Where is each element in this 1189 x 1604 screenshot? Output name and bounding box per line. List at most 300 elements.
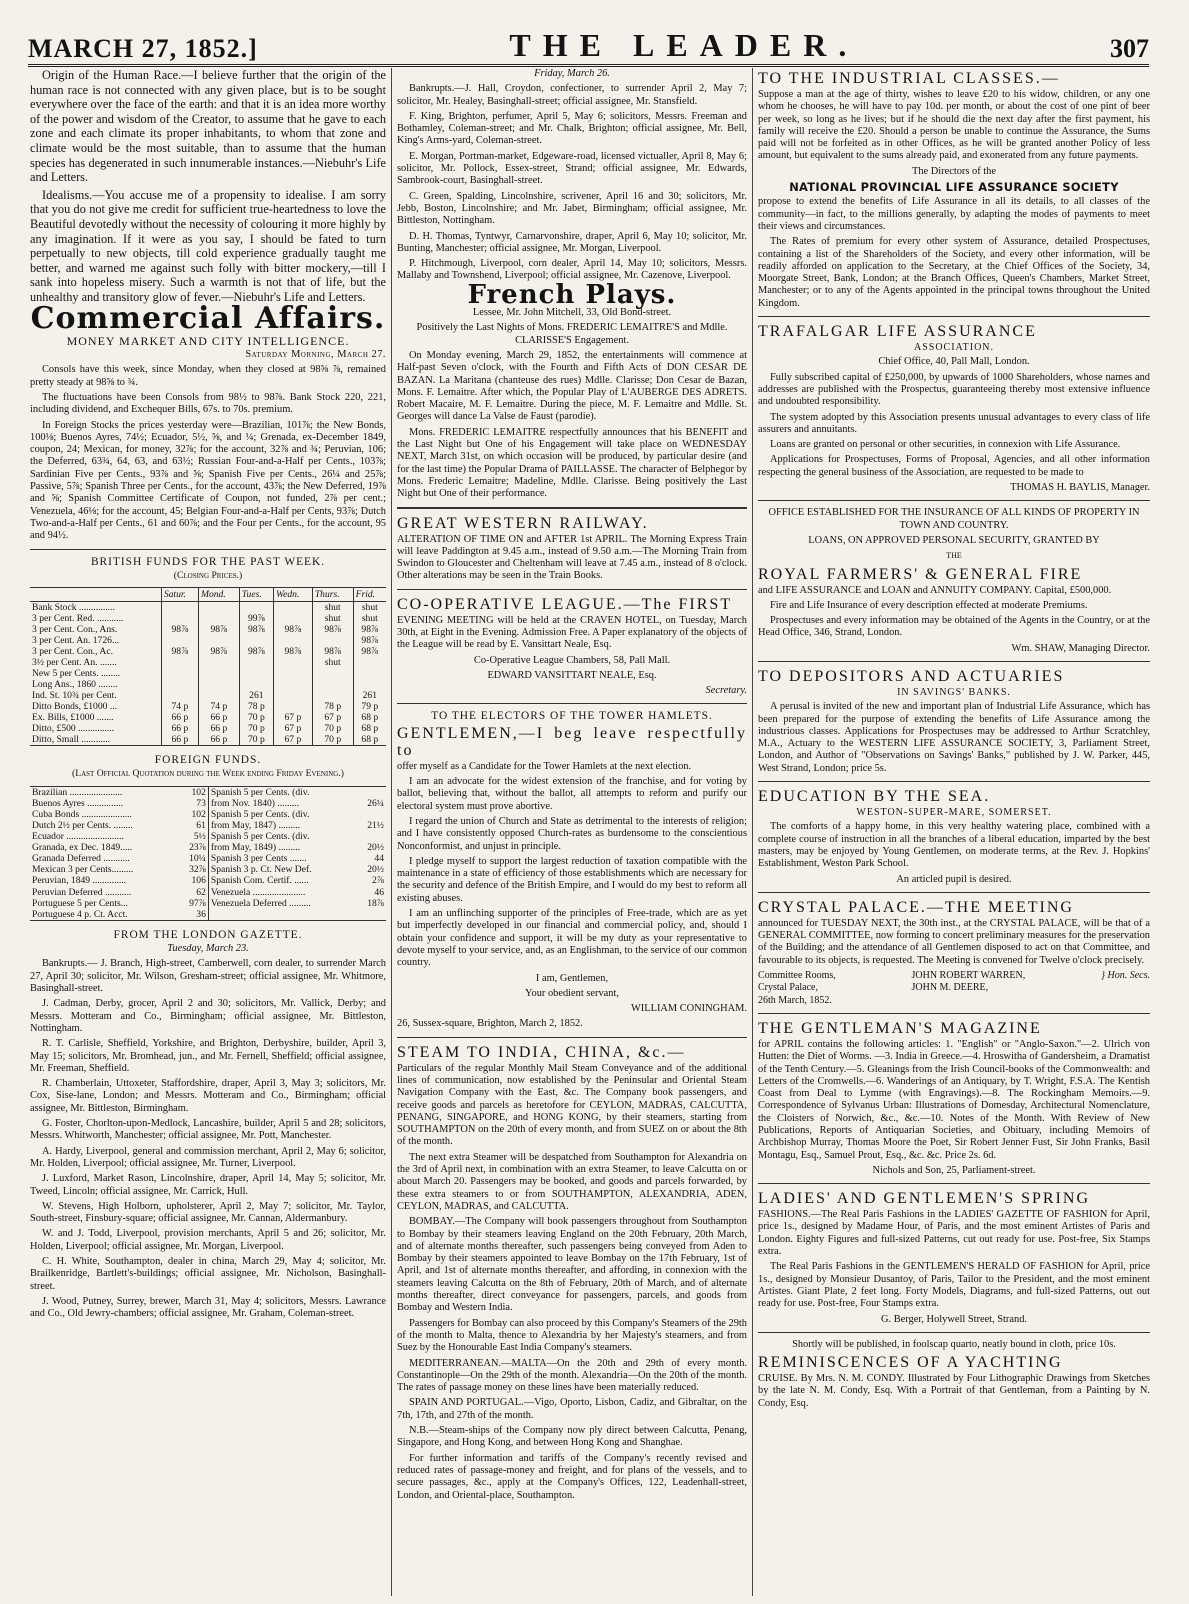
divider [758, 661, 1150, 662]
fund-price: 261 [239, 690, 273, 701]
british-funds-col-header: Mond. [198, 588, 239, 602]
fund-price: 70 p [239, 723, 273, 734]
fund-name: New 5 per Cents. ........ [32, 668, 121, 680]
trafalgar-paragraph: Loans are granted on personal or other securities, in connexion with Life Assurance. [770, 439, 1121, 451]
table-row [30, 701, 386, 712]
fund-name: Cuba Bonds ..................... [32, 808, 132, 820]
gazette-entry: J. Luxford, Market Rason, Lincolnshire, draper, April 14, May 5; solicitor, Mr. Tweed, Lincoln; official assignee, Mr. Carrick, Hull. [30, 1173, 386, 1197]
table-row [30, 809, 386, 820]
steam-paragraph: Particulars of the regular Monthly Mail Steam Conveyance and of the additional lines of communication, now established by the Peninsular and Oriental Steam Navigation Company with the East, &c. The Company book passengers, and receive goods and parcels as heretofore for CEYLON, MADRAS, CALCUTTA, PENANG, SINGAPORE, and HONG KONG, by their steamers, starting from SOUTHAMPTON on the 20th of every month, and from SUEZ on or about the 8th of the month. [397, 1062, 747, 1148]
steam-paragraph: Passengers for Bombay can also proceed by this Company's Steamers of the 29th of the month to Malta, thence to Alexandria by her Majesty's steamers, and from Suez by the Honourable East India Company's steamers. [397, 1317, 747, 1354]
friday-heading: Friday, March 26. [534, 68, 610, 79]
divider [758, 316, 1150, 317]
british-funds-col-header: Frid. [353, 588, 386, 602]
fund-price [161, 668, 198, 679]
fund-price [312, 679, 353, 690]
fund-name: Buenos Ayres ............... [32, 797, 124, 809]
fund-name: Ecuador ........................ [32, 831, 124, 843]
gwr-title [397, 515, 747, 532]
fund-price: 26¼ [367, 797, 384, 809]
gazette-entry: R. Chamberlain, Uttoxeter, Staffordshire, draper, April 3, May 3; solicitors, Mr. Cox, Sise-lane, London; and Messrs. Motteram and Co., Birmingham; official assignee, Mr. Bittleston, Birmingham. [30, 1078, 386, 1114]
fund-price: 98⅞ [161, 624, 198, 635]
fund-price [161, 613, 198, 624]
fund-price [357, 786, 386, 798]
depositors-title [758, 668, 1150, 685]
office-heading: OFFICE ESTABLISHED FOR THE INSURANCE OF ALL KINDS OF PROPERTY IN TOWN AND COUNTRY. [768, 507, 1140, 531]
table-row [30, 723, 386, 734]
fund-price: 44 [374, 853, 384, 865]
fund-price [161, 657, 198, 668]
fund-name: 3 per Cent. An. 1726... [32, 635, 120, 647]
fund-price [312, 635, 353, 646]
fund-price: 32⅞ [178, 864, 208, 875]
coop-title-text: CO-OPERATIVE LEAGUE.—The FIRST [397, 595, 733, 613]
fund-name: Ditto, £500 ............... [32, 723, 115, 735]
steam-paragraph: SPAIN AND PORTUGAL.—Vigo, Oporto, Lisbon, Cadiz, and Gibraltar, on the 7th, 17th, and 27th of the month. [397, 1397, 747, 1421]
crystal-title [758, 899, 1150, 916]
industrial-title-text: TO THE INDUSTRIAL CLASSES.— [758, 70, 1060, 87]
fund-price [239, 602, 273, 614]
fund-price: 98⅞ [273, 646, 312, 657]
french-paragraph: On Monday evening, March 29, 1852, the entertainments will commence at Half-past Seven o'clock, with the Fourth and Fifth Acts of DON CESAR DE BAZAN. La Maritana (chanteuse des rues) Mdlle. Clarisse; Don Cesar de Bazan, Mons. F. Lemaitre. After which, the Popular Play of L'AUBERGE DES ADRETS. Robert Macaire, M. F. Lemaitre. During the piece, M. F. Lemaitre and Mdlle. St. Georges will dance La Valse de Faust (parodie). [397, 349, 747, 423]
gazette-entry: F. King, Brighton, perfumer, April 5, May 6; solicitors, Messrs. Freeman and Bothamley, Coleman-street; and Mr. Chalk, Brighton; official assignee, Mr. Bell, King's Arms-yard, Coleman-street. [397, 110, 747, 147]
steam-paragraph: The next extra Steamer will be despatched from Southampton for Alexandria on the 3rd of April next, in combination with an extra Steamer, to leave Calcutta on or about March 20. Passengers may be booked, and goods and parcels forwarded, by these extra steamers to or from SOUTHAMPTON, ALEXANDRIA, ADEN, CEYLON, MADRAS, and CALCUTTA. [397, 1151, 747, 1212]
fund-price: 70 p [239, 734, 273, 746]
fund-name: Brazilian ...................... [32, 786, 123, 798]
fund-price [312, 690, 353, 701]
shortly-notice: Shortly will be published, in foolscap quarto, neatly bound in cloth, price 10s. [792, 1338, 1116, 1350]
tower-paragraph: I am an advocate for the widest extension of the franchise, and for voting by ballot, believing that, without the ballot, all attempts to reform and purify our electoral system must prove abortive. [397, 776, 747, 812]
fund-name: Ditto Bonds, £1000 ... [32, 701, 118, 713]
table-row [30, 853, 386, 864]
column-rule-2 [752, 68, 753, 1596]
fund-price: 66 p [161, 734, 198, 746]
divider [30, 549, 386, 550]
divider [397, 1037, 747, 1038]
fund-price: 10¼ [178, 853, 208, 864]
table-row [30, 842, 386, 853]
crystal-place [758, 970, 836, 1007]
fund-price: 98⅞ [353, 635, 386, 646]
fund-price: 99⅞ [239, 613, 273, 624]
fund-price: 98⅞ [198, 646, 239, 657]
british-funds-subheading: (Closing Prices.) [173, 569, 243, 581]
fund-price: 102 [178, 809, 208, 820]
ladies-paragraph: FASHIONS.—The Real Paris Fashions in the LADIES' GAZETTE OF FASHION for April, price 1s., designed by Madame Hour, of Paris, and the most eminent Artistes of Paris and London. Eighty Figures and full-sized Patterns, cut out ready for use. Post-free, Six Stamps extra. [758, 1209, 1150, 1258]
industrial-title [758, 70, 1150, 87]
gazette-entry: G. Foster, Chorlton-upon-Medlock, Lancashire, builder, April 5 and 28; solicitors, Messrs. Whitworth, Manchester; official assignee, Mr. Pott, Manchester. [30, 1118, 386, 1142]
gwr-title-text: GREAT WESTERN RAILWAY. [397, 514, 649, 532]
royal-title [758, 566, 1150, 583]
fund-price [198, 690, 239, 701]
tower-title-text: GENTLEMEN,—I beg leave respectfully to [397, 724, 747, 759]
fund-price: 102 [178, 786, 208, 798]
fund-price: shut [353, 613, 386, 624]
ladies-title [758, 1190, 1150, 1207]
fund-price: 78 p [312, 701, 353, 712]
fund-name: Bank Stock ............... [32, 602, 115, 614]
money-paragraph: The fluctuations have been Consols from 98½ to 98⅞. Bank Stock 220, 221, including dividend, and Exchequer Bills, 67s. to 70s. premium. [30, 391, 386, 416]
fund-price [161, 679, 198, 690]
crystal-role: } Hon. Secs. [1100, 970, 1150, 982]
fund-price: 36 [178, 909, 208, 921]
divider [397, 507, 747, 509]
fund-price [198, 679, 239, 690]
trafalgar-title [758, 323, 1150, 340]
money-dateline: Saturday Morning, March 27. [245, 349, 386, 361]
fund-price [273, 613, 312, 624]
table-row [30, 734, 386, 746]
fund-price: 66 p [198, 723, 239, 734]
french-paragraph: Mons. FREDERIC LEMAITRE respectfully announces that his BENEFIT and the Last Night but One of his Engagement will take place on WEDNESDAY NEXT, March 31st, on which occasion will be produced, by particular desire (and for the last time) the Popular Drama of PAILLASSE. The character of Belphegor by Mons. Frederic Lemaitre; Madeline, Mdlle. Clarisse. Being positively the Last Night but One of their performance. [397, 426, 747, 500]
fund-price [239, 657, 273, 668]
fund-price: 68 p [353, 712, 386, 723]
gazette-entry: D. H. Thomas, Tyntwyr, Carnarvonshire, draper, April 6, May 10; solicitor, Mr. Bunting, Manchester; official assignee, Mr. Morgan, Liverpool. [397, 230, 747, 254]
royal-paragraph: Fire and Life Insurance of every description effected at moderate Premiums. [770, 599, 1088, 611]
royal-sign: Wm. SHAW, Managing Director. [1011, 642, 1150, 654]
fund-name: Peruvian Deferred ........... [32, 886, 132, 898]
fund-price [273, 668, 312, 679]
gazette-entry: J. Cadman, Derby, grocer, April 2 and 30; solicitors, Mr. Vallick, Derby; and Messrs. Motteram and Co., Birmingham; official assignee, Mr. Bittleston, Nottingham. [30, 998, 386, 1034]
fund-name: Dutch 2½ per Cents. ........ [32, 820, 133, 832]
crystal-title-text: CRYSTAL PALACE.—THE MEETING [758, 898, 1074, 916]
gazette-list [30, 958, 386, 1320]
crystal-signature [758, 970, 1150, 1007]
fund-price [198, 668, 239, 679]
table-row [30, 798, 386, 809]
gazette-entry: C. H. White, Southampton, dealer in china, March 29, May 4; solicitor, Mr. Brailkenridge, Bartlett's-buildings; official assignee, Mr. Nicholson, Basinghall-street. [30, 1255, 386, 1292]
fund-name: Ex. Bills, £1000 ....... [32, 712, 114, 724]
education-title [758, 788, 1150, 805]
fund-price: 79 p [353, 701, 386, 712]
education-body: The comforts of a happy home, in this very healthy watering place, combined with a complete course of instruction in all the branches of a liberal education, imparted by the best masters, may be enjoyed by Young Gentlemen, on moderate terms, at the Rev. J. Hopkins' Establishment, Weston Park School. [758, 821, 1150, 870]
crystal-names [912, 970, 1026, 1007]
fund-price: 73 [178, 798, 208, 809]
table-row [30, 635, 386, 646]
tower-paragraph: I am an unflinching supporter of the principles of Free-trade, which are as yet but imperfectly developed in our financial and commercial policy, and, should I obtain your confidence and support, it will be my duty as your representative to devote myself to your service, and, as an Englishman, to the service of our common country. [397, 908, 747, 969]
origin-paragraph: Origin of the Human Race.—I believe further that the origin of the human race is not connected with any given place, but is to be sought everywhere over the face of the earth: and that it is an idea more worthy of the power and wisdom of the Creator, to assume that he gave to each zone and each climate its proper inhabitants, to whom that zone and climate would be the most suitable, than to assume that the human species has degenerated in such innumerable instances.—Niebuhr's Life and Letters. [30, 68, 386, 185]
industrial-directors: The Directors of the [912, 165, 996, 177]
reminiscences-title-text: REMINISCENCES OF A YACHTING [758, 1354, 1063, 1372]
gazette-entry: P. Hitchmough, Liverpool, corn dealer, April 14, May 10; solicitors, Messrs. Mallaby and Townshend, Liverpool; official assignee, Mr. Cazenove, Liverpool. [397, 258, 747, 282]
fund-price: 66 p [161, 723, 198, 734]
fund-price: 67 p [312, 712, 353, 723]
fund-price: 98⅞ [239, 646, 273, 657]
divider [758, 1183, 1150, 1184]
reminiscences-body: CRUISE. By Mrs. N. M. CONDY. Illustrated by Four Lithographic Drawings from Sketches by the late N. M. Condy, Esq. With a Portrait of that Gentleman, from a Painting by N. Condy, Esq. [758, 1373, 1150, 1409]
fund-price [357, 809, 386, 820]
steam-title-text: STEAM TO INDIA, CHINA, &c.— [397, 1043, 686, 1061]
table-row [30, 646, 386, 657]
table-row [30, 690, 386, 701]
fund-price [273, 602, 312, 614]
fund-name: Portuguese 5 per Cents... [32, 897, 128, 909]
money-paragraph: In Foreign Stocks the prices yesterday were—Brazilian, 101⅞; the New Bonds, 100⅛; Buenos Ayres, 74½; Ecuador, 5½, ⅝, and ¼; Grenada, ex-December 1849, coupon, 24; Mexican, for money, 32⅞; for the account, 32⅞ and ¾; Peruvian, 106; the Deferred, 63¾, 64, 63, and 63½; Russian Four-and-a-Half per Cents., 103⅞; Sardinian Five per Cents., 93⅞ and ⅝; Spanish Five per Cents., 26¼ and 25⅞; Passive, 5⅞; Spanish Three per Cents., for the account, 43⅞; the New Deferred, 19⅞ and ⅝; Spanish Committee Certificate of Coupon, not funded, 2⅞ per cent.; Venezuela, 46⅛; for the account, 45; Belgian Four-and-a-Half per Cents, 93⅞; Dutch Two-and-a-Half per Cents., 61 and 60⅞; and the Four per Cents., for the account, 95 and 94½. [30, 419, 386, 542]
fund-price: 66 p [161, 712, 198, 723]
column-2 [397, 68, 747, 1596]
coop-role: Secretary. [705, 685, 747, 697]
table-row [30, 657, 386, 668]
crystal-place-line: Committee Rooms, [758, 970, 836, 982]
column-1 [30, 68, 386, 1596]
fund-price [239, 679, 273, 690]
table-row [30, 875, 386, 886]
divider [397, 703, 747, 704]
depositors-body: A perusal is invited of the new and important plan of Industrial Life Assurance, which has been prepared for the purpose of extending the benefits of Life Assurance among the industrious classes. Applications for Prospectuses may be addressed to Arthur Scratchley, M.A., Actuary to the WESTERN LIFE ASSURANCE SOCIETY, 3, Parliament Street, London, and Author of "Observations on Savings' Banks," published by J. W. Parker, 445, West Strand, London; price 5s. [758, 701, 1150, 774]
gazette-entry: W. Stevens, High Holborn, upholsterer, April 2, May 7; solicitor, Mr. Taylor, South-street, Finsbury-square; official assignee, Mr. Cannan, Aldermanbury. [30, 1200, 386, 1225]
fund-price: 68 p [353, 723, 386, 734]
fund-price: 46 [374, 886, 384, 898]
fund-price [357, 909, 386, 921]
gentlemans-title-text: THE GENTLEMAN'S MAGAZINE [758, 1019, 1042, 1037]
fund-price: 98⅞ [353, 646, 386, 657]
fund-price [357, 831, 386, 842]
fund-price [273, 679, 312, 690]
fund-name: Mexican 3 per Cents......... [32, 864, 134, 876]
tower-paragraph: offer myself as a Candidate for the Tower Hamlets at the next election. [397, 760, 692, 772]
fund-price: 74 p [198, 701, 239, 712]
npl-paragraph: propose to extend the benefits of Life Assurance in all its details, to all classes of the community—in fact, to the millions generally, by adapting the modes of payments to meet their views and circumstances. [758, 196, 1150, 232]
coop-address: Co-Operative League Chambers, 58, Pall Mall. [473, 654, 671, 666]
gazette-entry: E. Morgan, Portman-market, Edgeware-road, licensed victualler, April 8, May 6; solicitor, Mr. Pollock, Essex-street, Strand; official assignee, Mr. Edwards, Sambrook-court, Basinghall-street. [397, 150, 747, 187]
british-funds-heading: BRITISH FUNDS FOR THE PAST WEEK. [90, 555, 326, 568]
tower-heading: TO THE ELECTORS OF THE TOWER HAMLETS. [431, 710, 713, 723]
gentlemans-title [758, 1020, 1150, 1037]
fund-price: 68 p [353, 734, 386, 746]
table-row [30, 786, 386, 798]
fund-name: Spanish 3 p. Ct. New Def. [210, 864, 312, 876]
fund-name: from Nov. 1840) ......... [210, 797, 299, 809]
fund-price: 62 [178, 887, 208, 898]
french-lessee: Lessee, Mr. John Mitchell, 33, Old Bond-street. [472, 307, 672, 319]
gwr-body: ALTERATION OF TIME ON and AFTER 1st APRIL. The Morning Express Train will leave Paddington at 9.45 a.m., instead of 9.50 a.m.—The Morning Train from Swindon to Gloucester and Cheltenham will leave at 7.45 a.m., instead of 8 o'clock. Other alterations may be seen in the Train Books. [397, 533, 747, 582]
fund-name: Spanish 5 per Cents. (div. [210, 808, 310, 820]
divider [758, 892, 1150, 893]
fund-price: 106 [178, 875, 208, 886]
fund-price: shut [312, 657, 353, 668]
fund-price: 98⅞ [312, 624, 353, 635]
fund-name: Venezuela Deferred ......... [210, 897, 311, 909]
fund-price: 98⅞ [312, 646, 353, 657]
coop-title [397, 596, 747, 613]
column-3 [758, 68, 1150, 1596]
fund-price: 70 p [312, 723, 353, 734]
office-loans: LOANS, ON APPROVED PERSONAL SECURITY, GRANTED BY [808, 534, 1100, 546]
fund-price: 70 p [239, 712, 273, 723]
fund-price: 66 p [198, 734, 239, 746]
npl-name: NATIONAL PROVINCIAL LIFE ASSURANCE SOCIETY [789, 180, 1119, 195]
fund-price [198, 635, 239, 646]
gazette-heading: FROM THE LONDON GAZETTE. [113, 928, 303, 941]
fund-price: 67 p [273, 734, 312, 746]
fund-name: Portuguese 4 p. Ct. Acct. [32, 908, 128, 920]
fund-name: Spanish 5 per Cents. (div. [210, 786, 310, 798]
fund-price [161, 635, 198, 646]
foreign-funds-table [30, 786, 386, 921]
tower-title [397, 725, 747, 759]
tower-sign: WILLIAM CONINGHAM. [630, 1003, 747, 1015]
fund-price [273, 635, 312, 646]
trafalgar-sign: THOMAS H. BAYLIS, Manager. [1010, 482, 1150, 494]
fund-price: 78 p [239, 701, 273, 712]
gazette-entry: A. Hardy, Liverpool, general and commission merchant, April 2, May 6; solicitor, Mr. Holden, Liverpool; official assignee, Mr. Turner, Liverpool. [30, 1145, 386, 1169]
fund-price: 67 p [273, 723, 312, 734]
masthead [28, 26, 1149, 67]
french-positively: Positively the Last Nights of Mons. FREDERIC LEMAITRE'S and Mdlle. CLARISSE'S Engagement. [416, 322, 728, 346]
british-funds-table [30, 587, 386, 746]
divider [758, 781, 1150, 782]
table-row [30, 602, 386, 614]
fund-price: 98⅞ [161, 646, 198, 657]
fund-price: 66 p [198, 712, 239, 723]
money-paragraph: Consols have this week, since Monday, when they closed at 98⅝ ⅞, remained pretty steady at 98⅝ to ¾. [30, 364, 386, 388]
fund-price [273, 657, 312, 668]
fund-price [273, 701, 312, 712]
fund-name: 3½ per Cent. An. ....... [32, 657, 117, 669]
column-rule-1 [391, 68, 392, 1596]
trafalgar-title-text: TRAFALGAR LIFE ASSURANCE [758, 323, 1037, 341]
table-row [30, 679, 386, 690]
fund-price [353, 657, 386, 668]
fund-name [208, 909, 356, 921]
fund-price: 74 p [161, 701, 198, 712]
fund-price: 97⅞ [178, 898, 208, 909]
fund-name: from May, 1847) ......... [210, 820, 301, 832]
table-row [30, 887, 386, 898]
fund-name: Spanish 3 per Cents ....... [210, 853, 307, 865]
crystal-body: announced for TUESDAY NEXT, the 30th inst., at the CRYSTAL PALACE, will be that of a GENERAL COMMITTEE, now forming to concert preliminary measures for the preservation of the Building; and the attendance of all Gentlemen disposed to act on that Committee, and favourable to its objects, is requested. The Meeting is convened for Twelve o'clock precisely. [758, 917, 1150, 966]
steam-paragraph: N.B.—Steam-ships of the Company now ply direct between Calcutta, Penang, Singapore, and Hong Kong, and between Hong Kong and Shanghae. [397, 1425, 747, 1449]
fund-name: Spanish Com. Certif. ...... [210, 875, 309, 887]
tower-paragraph: I pledge myself to support the largest reduction of taxation compatible with the maintenance in a state of efficiency of those establishments which are necessary for the security and defence of the British Empire, and I would do my best to reform all existing abuses. [397, 855, 747, 904]
coop-sign: EDWARD VANSITTART NEALE, Esq. [487, 669, 657, 681]
fund-price [312, 668, 353, 679]
divider [758, 1013, 1150, 1014]
trafalgar-sub: ASSOCIATION. [913, 342, 995, 354]
british-funds-col-header [30, 588, 161, 602]
fund-price: 98⅞ [273, 624, 312, 635]
fund-price: 61 [178, 820, 208, 831]
steam-paragraph: For further information and tariffs of the Company's recently revised and reduced rates of passage-money and freight, and for plans of the vessels, and to secure passages, &c., apply at the Company's Offices, 122, Leadenhall-street, London, and Oriental-place, Southampton. [397, 1452, 747, 1501]
french-plays-heading: French Plays. [467, 279, 677, 310]
fund-price: 23⅞ [178, 842, 208, 853]
npl-paragraph: The Rates of premium for every other system of Assurance, detailed Prospectuses, containing a list of the Shareholders of the Society, and every other information, will be readily afforded on application to the Secretary, at the Chief Offices of the Society, 34, Moorgate Street, Bank, London; at the Branch Offices, Queen's Chambers, Market Street, Manchester; or to any of the Agents appointed in the principal towns throughout the United Kingdom. [758, 236, 1150, 309]
divider [397, 589, 747, 590]
british-funds-col-header: Wedn. [273, 588, 312, 602]
gazette-entry: R. T. Carlisle, Sheffield, Yorkshire, and Brighton, Derbyshire, builder, April 3, May 15; solicitors, Mr. Bromhead, jun., and Mr. Fernell, Sheffield; official assignee, Mr. Freeman, Sheffield. [30, 1038, 386, 1074]
steam-paragraph: MEDITERRANEAN.—MALTA—On the 20th and 29th of every month. Constantinople—On the 29th of the month. Alexandria—On the 20th of the month. The rates of passage money on these lines have been materially reduced. [397, 1357, 747, 1394]
royal-paragraph: Prospectuses and every information may be obtained of the Agents in the Country, or at the Head Office, 346, Strand, London. [758, 615, 1150, 639]
fund-price: 98⅞ [353, 624, 386, 635]
trafalgar-paragraph: Applications for Prospectuses, Forms of Proposal, Agencies, and all other information respecting the general business of the Association, are requested to be made to [758, 454, 1150, 478]
gazette-entry: Bankrupts.— J. Branch, High-street, Camberwell, corn dealer, to surrender March 27, April 30; solicitor, Mr. Wilson, Gresham-street; official assignee, Mr. Whitmore, Basinghall-street. [30, 958, 386, 995]
foreign-funds-heading: FOREIGN FUNDS. [154, 754, 262, 767]
trafalgar-paragraph: The system adopted by this Association presents unusual advantages to every class of life assurers and annuitants. [758, 411, 1150, 435]
divider [758, 500, 1150, 501]
gazette-entry: C. Green, Spalding, Lincolnshire, scrivener, April 16 and 30; solicitors, Mr. Jebb, Boston, Lincolnshire; and Mr. Jabet, Birmingham; official assignee, Mr. Bittleston, Nottingham. [397, 190, 747, 227]
fund-name: Ditto, Small ............ [30, 734, 161, 746]
fund-price [273, 690, 312, 701]
tower-close: Your obedient servant, [525, 987, 619, 999]
depositors-title-text: TO DEPOSITORS AND ACTUARIES [758, 667, 1065, 685]
trafalgar-office: Chief Office, 40, Pall Mall, London. [878, 356, 1030, 368]
table-row [30, 831, 386, 842]
fund-name: Long Ans., 1860 ........ [32, 679, 118, 691]
fund-price [353, 679, 386, 690]
fund-price: 20½ [367, 864, 384, 876]
tower-close: I am, Gentlemen, [535, 972, 609, 984]
fund-price [161, 602, 198, 614]
fund-name: Ind. St. 10¾ per Cent. [32, 690, 117, 702]
education-pupil: An articled pupil is desired. [896, 873, 1012, 885]
paper-title: THE LEADER. [509, 27, 859, 63]
idealisms-paragraph: Idealisms.—You accuse me of a propensity to idealise. I am sorry that you do not give me credit for sufficient true-heartedness to love the Beautiful devotedly without the necessity of colouring it more highly by any imagination. If it were as you say, I should be fated to turn perpetually to new objects, till cold experience gradually taught me better, and warned me against such folly with bitter mockery,—till I sank into hopeless misery. Such a warmth is not that of life, but the unhealthy and transitory glow of fever.—Niebuhr's Life and Letters. [30, 187, 386, 304]
british-funds-col-header: Tues. [239, 588, 273, 602]
tower-address: 26, Sussex-square, Brighton, March 2, 1852. [397, 1018, 583, 1030]
issue-date: MARCH 27, 1852.] [28, 34, 258, 63]
reminiscences-title [758, 1354, 1150, 1371]
ladies-paragraph: The Real Paris Fashions in the GENTLEMEN'S HERALD OF FASHION for April, price 1s., designed by Monsieur Dusantoy, of Paris, Tailor to the President, and the most eminent Artistes. Giant Plate, 2 feet long. Forty Models, Diagrams, and full-sized Patterns, out out ready for use. Post-free, Four Stamps extra. [758, 1261, 1150, 1310]
education-sub: WESTON-SUPER-MARE, SOMERSET. [856, 807, 1052, 819]
tower-paragraph: I regard the union of Church and State as detrimental to the interests of religion; and I have consistently opposed Church-rates as burdensome to the conscientious Nonconformist, and unjust in principle. [397, 815, 747, 852]
steam-title [397, 1044, 747, 1061]
royal-sub: and LIFE ASSURANCE and LOAN and ANNUITY COMPANY. Capital, £500,000. [758, 584, 1112, 596]
divider [758, 1332, 1150, 1333]
fund-price: shut [312, 602, 353, 614]
trafalgar-paragraph: Fully subscribed capital of £250,000, by upwards of 1000 Shareholders, whose names and addresses are published with the Prospectus, guaranteeing thereby most extensive influence and undoubted responsibility. [758, 371, 1150, 408]
industrial-body: Suppose a man at the age of thirty, wishes to leave £20 to his widow, children, or any one whom he chooses, he will have to pay 10d. per month, or about the cost of one pint of beer per week, so long as he lives; but if he should die the next day after the first payment, his family will receive the £20. Should a person be unable to continue the Assurance, the Sums paid will not be forfeited as in other Offices, as he will be granted another Policy of less amount, but equivalent to the sums already paid, and exonerated from any future payments. [758, 89, 1150, 162]
fund-price [353, 668, 386, 679]
fund-price [239, 668, 273, 679]
gentlemans-body: for APRIL contains the following articles: 1. "English" or "Anglo-Saxon."—2. Ulrich von Hutten: the Diet of Worms. —3. India in Greece.—4. Hroswitha of Gandersheim, a Dramatist of the Tenth Century.—5. Gleanings from the Irish Council-books of the Commonwealth: and Letters of the Cromwells.—6. Wanderings of an Antiquary, by T. Wright, F.S.A. The Kentish Coast from Deal to Lymme (with Engravings).—8. The Rockingham Memoirs.—9. Correspondence of Sylvanus Urban: Illustrations of Domesday, Architectural Nomenclature, the Cloisters of Norwich, &c., &c.—10. Notes of the Month. With Review of New Publications, Reports of Antiquarian Societies, and Obituary, including Memoirs of Archbishop Murray, Thomas Moore the Poet, Sir Robert Jenner Fust, Sir John Franks, Basil Montagu, Esq., Samuel Prout, Esq., &c. &c. Price 2s. 6d. [758, 1038, 1150, 1161]
fund-name: Peruvian, 1849 .............. [32, 875, 127, 887]
crystal-place-line: 26th March, 1852. [758, 994, 832, 1006]
fund-price: 21½ [367, 820, 384, 832]
ladies-publisher: G. Berger, Holywell Street, Strand. [881, 1313, 1027, 1325]
table-row [30, 712, 386, 723]
coop-body: EVENING MEETING will be held at the CRAVEN HOTEL, on Tuesday, March 30th, at Eight in the Evening. Admission Free. A Paper explanatory of the objects of the League will be read by E. Vansittart Neale, Esq. [397, 614, 747, 651]
fund-price: 261 [353, 690, 386, 701]
fund-price: 98⅞ [198, 624, 239, 635]
fund-price [198, 657, 239, 668]
fund-price: 70 p [312, 734, 353, 746]
british-funds-col-header: Thurs. [312, 588, 353, 602]
foreign-funds-subheading: (Last Official Quotation during the Week ending Friday Evening.) [72, 768, 344, 780]
ladies-title-text: LADIES' AND GENTLEMEN'S SPRING [758, 1190, 1090, 1208]
royal-title-text: ROYAL FARMERS' & GENERAL FIRE [758, 565, 1083, 583]
crystal-place-line: Crystal Palace, [758, 982, 818, 994]
crystal-name: JOHN M. DEERE, [911, 982, 989, 994]
crystal-name: JOHN ROBERT WARREN, [911, 970, 1026, 982]
money-market-heading: MONEY MARKET AND CITY INTELLIGENCE. [66, 333, 350, 348]
fund-name: Spanish 5 per Cents. (div. [210, 831, 310, 843]
commercial-affairs-heading: Commercial Affairs. [30, 300, 386, 336]
fund-name: Granada, ex Dec. 1849..... [32, 842, 133, 854]
steam-paragraph: BOMBAY.—The Company will book passengers throughout from Southampton to Bombay by their steamers leaving England on the 20th February, 20th March, and of alternate months thereafter, such passengers being conveyed from Aden to Bombay by their steamers appointed to leave Bombay on the 17th February, 1st of April, and 1st of alternate months thereafter, and affording, in connexion with the steamers leaving Calcutta on the 8th of February, 20th of March, and of alternate months thereafter, direct conveyance for passengers, parcels, and goods from Bombay and Western India. [397, 1216, 747, 1314]
table-row [30, 820, 386, 831]
gazette-date: Tuesday, March 23. [167, 943, 249, 955]
fund-name: 3 per Cent. Con., Ac. [32, 646, 114, 658]
british-funds-col-header: Satur. [161, 588, 198, 602]
table-row [30, 613, 386, 624]
education-title-text: EDUCATION BY THE SEA. [758, 788, 991, 806]
table-row [30, 624, 386, 635]
table-row [30, 864, 386, 875]
fund-price: 18⅞ [367, 897, 384, 909]
gazette-entry: J. Wood, Putney, Surrey, brewer, March 31, May 4; solicitors, Messrs. Lawrance and Co., Old Jewry-chambers; official assignee, Mr. Graham, Coleman-street. [30, 1295, 386, 1320]
fund-price: 5½ [178, 831, 208, 842]
table-row [30, 668, 386, 679]
